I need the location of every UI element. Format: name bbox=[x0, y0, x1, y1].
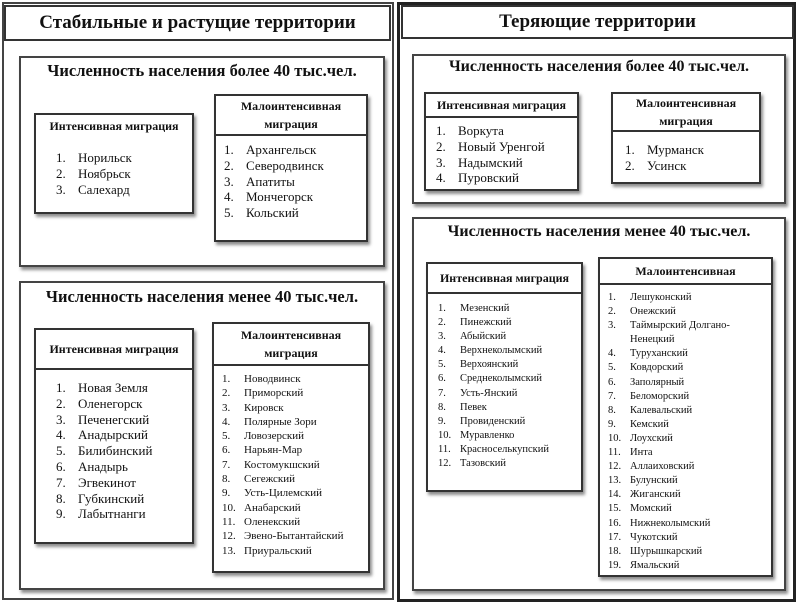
list-item bbox=[436, 170, 577, 186]
right-small-title: Численность населения менее 40 тыс.чел. bbox=[447, 223, 751, 240]
item-label: Певек bbox=[460, 401, 487, 413]
item-label: Верхоянский bbox=[460, 359, 519, 371]
list-item bbox=[625, 142, 759, 158]
left-big-title: Численность населения более 40 тыс.чел. bbox=[47, 61, 357, 80]
list-item bbox=[222, 529, 368, 543]
list-item bbox=[56, 166, 192, 182]
item-number: 15. bbox=[608, 503, 622, 515]
item-label: Момский bbox=[630, 503, 672, 515]
item-list bbox=[56, 150, 192, 197]
item-label: Билибинский bbox=[78, 443, 153, 459]
item-label: Полярные Зори bbox=[244, 415, 317, 428]
box-title: Малоинтенсивная миграция bbox=[214, 324, 368, 366]
item-number: 6. bbox=[608, 376, 616, 388]
item-label: Ненецкий bbox=[630, 334, 675, 346]
item-label: Архангельск bbox=[246, 142, 317, 157]
item-label: Анадырский bbox=[78, 427, 148, 443]
list-item bbox=[222, 372, 368, 386]
list-item bbox=[222, 544, 368, 558]
list-item bbox=[438, 344, 581, 358]
item-label: Заполярный bbox=[630, 376, 685, 388]
right-big-intensive bbox=[424, 92, 579, 191]
item-number: 7. bbox=[56, 474, 66, 490]
list-item bbox=[438, 330, 581, 344]
item-label: Костомукшский bbox=[244, 458, 320, 471]
right-small-low bbox=[598, 257, 773, 577]
item-label: Нижнеколымский bbox=[630, 517, 711, 529]
item-label: Усть-Янский bbox=[460, 387, 518, 399]
list-item bbox=[608, 347, 771, 361]
item-label: Новодвинск bbox=[244, 373, 301, 385]
item-number: 9. bbox=[608, 418, 616, 430]
item-label: Чукотский bbox=[630, 531, 678, 543]
list-item bbox=[224, 158, 366, 174]
item-label: Кемский bbox=[630, 418, 669, 430]
list-item bbox=[608, 418, 771, 432]
item-label: Мезенский bbox=[460, 303, 510, 314]
left-small-low bbox=[212, 322, 370, 573]
item-label: Северодвинск bbox=[246, 157, 324, 173]
item-label: Надымский bbox=[458, 154, 523, 170]
box-title: Интенсивная миграция bbox=[428, 264, 581, 294]
item-label: Аллаиховский bbox=[630, 461, 695, 473]
list-item bbox=[438, 457, 581, 471]
item-label: Сегежский bbox=[244, 473, 296, 486]
right-big-title: Численность населения более 40 тыс.чел. bbox=[448, 58, 750, 75]
item-number: 16. bbox=[608, 517, 622, 529]
item-label: Шурышкарский bbox=[630, 545, 703, 557]
item-number: 11. bbox=[438, 443, 451, 455]
list-item bbox=[56, 427, 192, 443]
list-item bbox=[608, 291, 771, 305]
list-item bbox=[438, 316, 581, 330]
list-item bbox=[608, 446, 771, 460]
item-number: 18. bbox=[608, 545, 622, 557]
item-list bbox=[224, 142, 366, 221]
list-item bbox=[56, 150, 192, 166]
list-item bbox=[608, 474, 771, 488]
list-item bbox=[608, 502, 771, 516]
item-list bbox=[438, 302, 581, 471]
list-item bbox=[56, 459, 192, 475]
item-label: Беломорский bbox=[630, 390, 690, 402]
item-label: Таймырский Долгано- bbox=[630, 320, 730, 332]
item-label: Ноябрьск bbox=[78, 165, 131, 181]
item-list bbox=[222, 372, 368, 558]
list-item bbox=[224, 205, 366, 221]
list-item bbox=[438, 302, 581, 316]
item-label: Мончегорск bbox=[246, 189, 314, 205]
list-item bbox=[222, 401, 368, 415]
right-big-low bbox=[611, 92, 761, 184]
list-item bbox=[436, 139, 577, 155]
item-label: Печенегский bbox=[78, 411, 150, 427]
item-list bbox=[625, 142, 759, 174]
item-number: 4. bbox=[438, 345, 446, 357]
list-item bbox=[608, 432, 771, 446]
item-label: Оленегорск bbox=[78, 395, 143, 411]
list-item bbox=[608, 390, 771, 404]
item-number: 9. bbox=[222, 487, 231, 500]
item-label: Усинск bbox=[647, 157, 687, 173]
item-number: 19. bbox=[608, 559, 622, 571]
list-item bbox=[222, 458, 368, 472]
item-label: Булунский bbox=[630, 475, 678, 487]
item-label: Онежский bbox=[630, 306, 676, 318]
item-label: Новый Уренгой bbox=[458, 138, 545, 154]
item-number: 6. bbox=[222, 444, 231, 457]
list-item bbox=[608, 517, 771, 531]
item-label: Верхнеколымский bbox=[460, 345, 543, 357]
item-number: 2. bbox=[438, 317, 446, 329]
item-number: 4. bbox=[436, 170, 446, 186]
item-number: 5. bbox=[608, 362, 616, 374]
item-number: 1. bbox=[608, 292, 616, 303]
item-label: Инта bbox=[630, 447, 653, 459]
item-number: 4. bbox=[56, 427, 66, 443]
item-list bbox=[56, 380, 192, 522]
item-label: Эгвекинот bbox=[78, 474, 136, 490]
item-number: 1. bbox=[224, 142, 234, 157]
left-big-low bbox=[214, 94, 368, 242]
item-label: Ковдорский bbox=[630, 362, 684, 374]
item-number: 10. bbox=[222, 501, 236, 514]
item-number: 3. bbox=[608, 320, 616, 332]
item-label: Лоухский bbox=[630, 432, 673, 444]
item-label: Туруханский bbox=[630, 348, 688, 360]
list-item bbox=[222, 472, 368, 486]
list-item bbox=[608, 404, 771, 418]
item-list bbox=[608, 291, 771, 573]
item-number: 8. bbox=[608, 404, 616, 416]
item-number: 13. bbox=[608, 475, 622, 487]
list-item bbox=[56, 380, 192, 396]
right-small-intensive bbox=[426, 262, 583, 492]
item-label: Абыйский bbox=[460, 331, 507, 343]
list-item bbox=[438, 443, 581, 457]
item-number: 10. bbox=[438, 429, 452, 441]
item-label: Тазовский bbox=[460, 458, 507, 470]
item-label: Анабарский bbox=[244, 501, 301, 514]
list-item bbox=[56, 506, 192, 522]
item-number: 1. bbox=[436, 123, 446, 138]
item-number: 2. bbox=[56, 165, 66, 181]
item-label: Кольский bbox=[246, 205, 299, 221]
item-number: 11. bbox=[222, 515, 236, 528]
item-number bbox=[608, 333, 630, 347]
item-number: 8. bbox=[438, 401, 446, 413]
item-number: 14. bbox=[608, 489, 622, 501]
box-title: Интенсивная миграция bbox=[36, 330, 192, 370]
item-number: 1. bbox=[56, 150, 66, 165]
list-item bbox=[222, 429, 368, 443]
item-number: 2. bbox=[625, 157, 635, 173]
item-label: Норильск bbox=[78, 150, 132, 165]
list-item bbox=[224, 142, 366, 158]
item-label: Лабытнанги bbox=[78, 506, 146, 522]
item-number: 2. bbox=[56, 395, 66, 411]
item-label: Приморский bbox=[244, 387, 304, 400]
item-number: 10. bbox=[608, 432, 622, 444]
list-item bbox=[222, 443, 368, 457]
list-item bbox=[608, 559, 771, 573]
left-small-intensive bbox=[34, 328, 194, 544]
item-label: Мурманск bbox=[647, 142, 704, 157]
item-label: Губкинский bbox=[78, 490, 145, 506]
list-item bbox=[608, 333, 771, 347]
list-item bbox=[608, 460, 771, 474]
list-item bbox=[608, 488, 771, 502]
item-number: 5. bbox=[224, 205, 234, 221]
item-number: 6. bbox=[56, 458, 66, 474]
item-number: 1. bbox=[56, 380, 66, 395]
box-title: Малоинтенсивная миграция bbox=[216, 96, 366, 136]
item-number: 7. bbox=[438, 387, 446, 399]
item-label: Среднеколымский bbox=[460, 373, 543, 385]
item-number: 12. bbox=[608, 461, 622, 473]
item-number: 12. bbox=[222, 530, 236, 543]
list-item bbox=[608, 545, 771, 559]
list-item bbox=[438, 358, 581, 372]
item-number: 3. bbox=[222, 401, 231, 414]
list-item bbox=[222, 386, 368, 400]
item-number: 5. bbox=[56, 443, 66, 459]
item-label: Провиденский bbox=[460, 415, 526, 427]
item-number: 2. bbox=[608, 306, 616, 318]
list-item bbox=[56, 182, 192, 198]
item-label: Калевальский bbox=[630, 404, 693, 416]
item-label: Апатиты bbox=[246, 173, 295, 189]
list-item bbox=[56, 491, 192, 507]
item-number: 13. bbox=[222, 544, 236, 557]
item-number: 9. bbox=[56, 506, 66, 522]
list-item bbox=[608, 361, 771, 375]
item-label: Лешуконский bbox=[630, 292, 692, 303]
list-item bbox=[438, 372, 581, 386]
item-number: 5. bbox=[222, 430, 231, 443]
list-item bbox=[436, 155, 577, 171]
list-item bbox=[56, 412, 192, 428]
item-number: 17. bbox=[608, 531, 622, 543]
left-small-title: Численность населения менее 40 тыс.чел. bbox=[45, 287, 359, 306]
list-item bbox=[438, 429, 581, 443]
item-number: 5. bbox=[438, 359, 446, 371]
item-number: 1. bbox=[222, 373, 231, 385]
list-item bbox=[608, 305, 771, 319]
box-title: Интенсивная миграция bbox=[49, 119, 179, 133]
list-item bbox=[436, 123, 577, 139]
list-item bbox=[222, 501, 368, 515]
item-number: 2. bbox=[436, 138, 446, 154]
item-number: 3. bbox=[438, 331, 446, 343]
left-big-intensive bbox=[34, 113, 194, 214]
item-label: Кировск bbox=[244, 401, 284, 414]
item-number: 3. bbox=[224, 173, 234, 189]
item-number: 11. bbox=[608, 447, 621, 459]
item-number: 4. bbox=[608, 348, 616, 360]
item-list bbox=[436, 123, 577, 186]
list-item bbox=[438, 415, 581, 429]
list-item bbox=[222, 486, 368, 500]
item-number: 7. bbox=[222, 458, 231, 471]
list-item bbox=[608, 376, 771, 390]
item-number: 7. bbox=[608, 390, 616, 402]
item-label: Ловозерский bbox=[244, 430, 305, 443]
right-panel-title: Теряющие территории bbox=[401, 5, 794, 39]
list-item bbox=[56, 396, 192, 412]
item-label: Красноселькупский bbox=[460, 443, 550, 455]
item-label: Салехард bbox=[78, 181, 130, 197]
box-title: Интенсивная миграция bbox=[426, 94, 577, 118]
list-item bbox=[608, 531, 771, 545]
list-item bbox=[608, 319, 771, 333]
list-item bbox=[56, 475, 192, 491]
item-number: 8. bbox=[56, 490, 66, 506]
item-label: Муравленко bbox=[460, 429, 515, 441]
item-label: Ямальский bbox=[630, 559, 680, 571]
item-number: 3. bbox=[436, 154, 446, 170]
box-title: Малоинтенсивная bbox=[600, 259, 771, 285]
item-number: 3. bbox=[56, 411, 66, 427]
list-item bbox=[625, 158, 759, 174]
left-panel-title: Стабильные и растущие территории bbox=[4, 5, 391, 41]
item-number: 2. bbox=[224, 157, 234, 173]
item-number: 12. bbox=[438, 458, 452, 470]
item-number: 8. bbox=[222, 473, 231, 486]
item-label: Пинежский bbox=[460, 317, 512, 329]
item-number: 4. bbox=[224, 189, 234, 205]
list-item bbox=[438, 401, 581, 415]
box-title: Малоинтенсивная миграция bbox=[613, 94, 759, 132]
item-number: 2. bbox=[222, 387, 231, 400]
item-number: 6. bbox=[438, 373, 446, 385]
item-number: 1. bbox=[625, 142, 635, 157]
item-label: Анадырь bbox=[78, 458, 128, 474]
list-item bbox=[224, 189, 366, 205]
item-label: Приуральский bbox=[244, 544, 312, 557]
list-item bbox=[222, 515, 368, 529]
item-label: Эвено-Бытантайский bbox=[244, 530, 344, 543]
item-label: Новая Земля bbox=[78, 380, 148, 395]
item-number: 9. bbox=[438, 415, 446, 427]
item-label: Усть-Цилемский bbox=[244, 487, 322, 500]
item-label: Нарьян-Мар bbox=[244, 444, 303, 457]
list-item bbox=[224, 174, 366, 190]
list-item bbox=[56, 443, 192, 459]
item-number: 1. bbox=[438, 303, 446, 314]
list-item bbox=[222, 415, 368, 429]
item-label: Пуровский bbox=[458, 170, 519, 186]
list-item bbox=[438, 387, 581, 401]
item-label: Оленекский bbox=[244, 515, 301, 528]
item-number: 3. bbox=[56, 181, 66, 197]
item-label: Воркута bbox=[458, 123, 504, 138]
item-number: 4. bbox=[222, 415, 231, 428]
item-label: Жиганский bbox=[630, 489, 681, 501]
